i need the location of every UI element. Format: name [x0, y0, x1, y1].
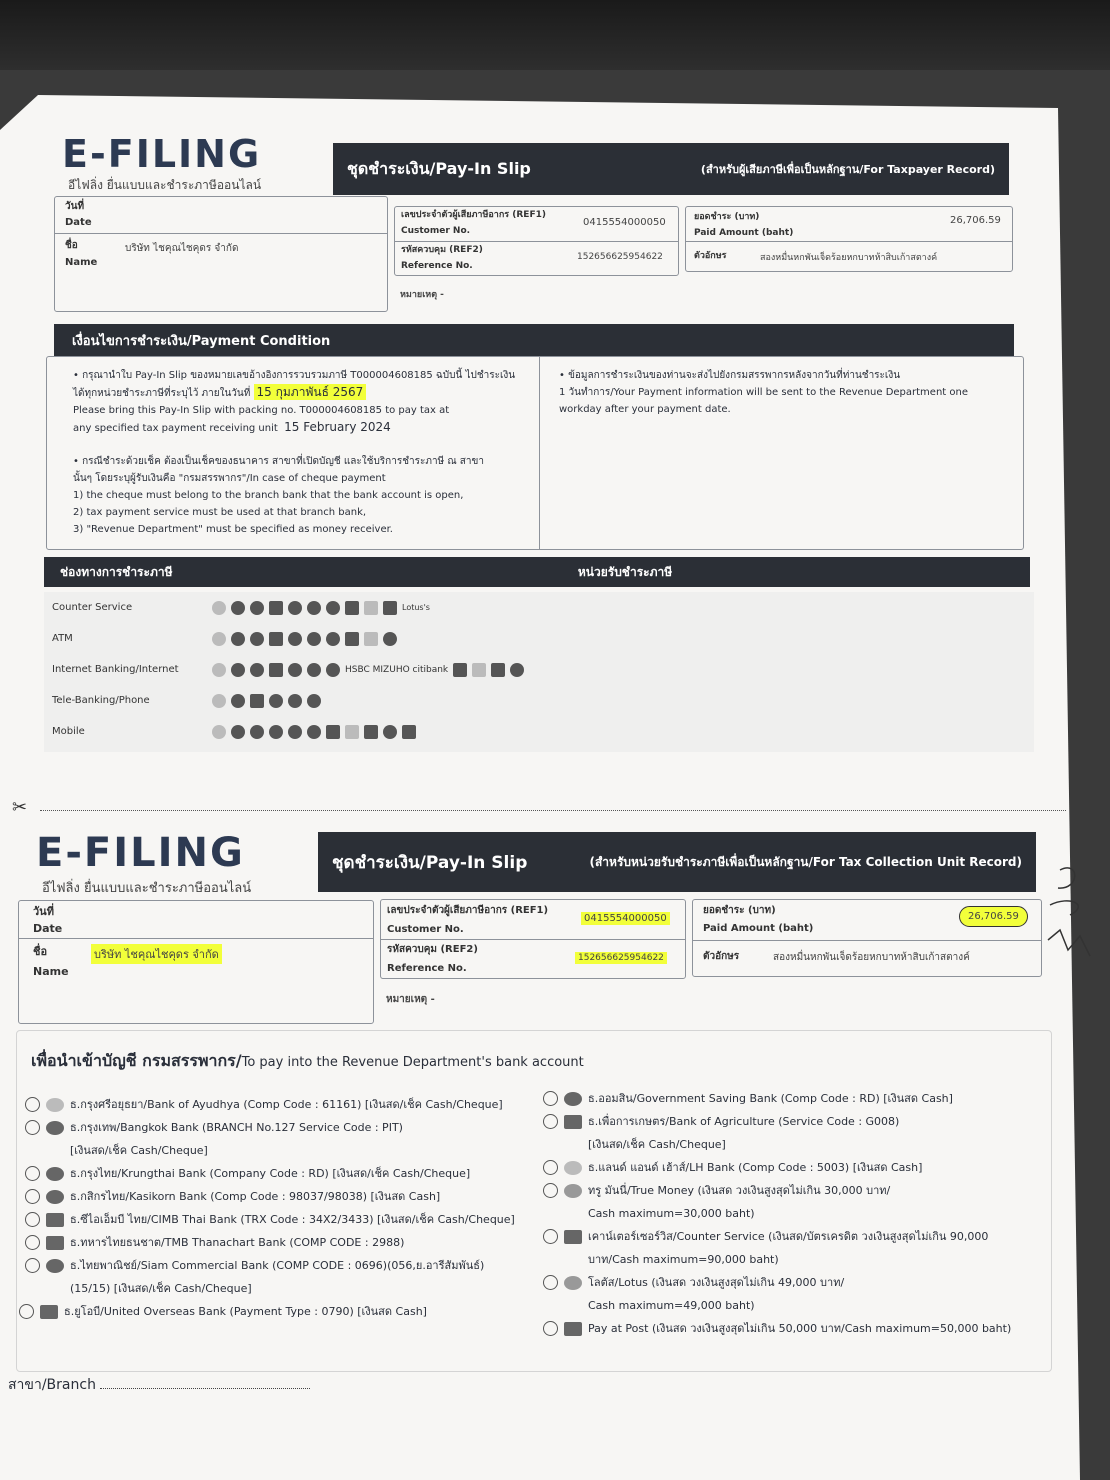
bank-option-label: Pay at Post (เงินสด วงเงินสูงสุดไม่เกิน 50,000 บาท/Cash maximum=50,000 baht) — [588, 1322, 1012, 1335]
channels-table — [44, 592, 1034, 752]
bank-option-cont — [25, 1277, 545, 1300]
bank-option[interactable] — [25, 1185, 545, 1208]
payin-note: (สำหรับผู้เสียภาษีเพื่อเป็นหลักฐาน/For Taxpayer Record) — [700, 163, 995, 176]
bank-option-label: ธ.ออมสิน/Government Saving Bank (Comp Code : RD) [เงินสด Cash] — [588, 1092, 953, 1105]
bank-logo-icon — [383, 601, 397, 615]
bank-option[interactable] — [543, 1317, 1043, 1340]
bank-logo-icon — [453, 663, 467, 677]
remark-bottom: หมายเหตุ - — [386, 994, 435, 1005]
channels-header-left: ช่องทางการชำระภาษี — [60, 564, 173, 579]
bank-option[interactable] — [25, 1231, 545, 1254]
radio-button[interactable] — [25, 1097, 40, 1112]
radio-button[interactable] — [25, 1120, 40, 1135]
channel-name: Tele-Banking/Phone — [52, 695, 150, 706]
channels-header-right: หน่วยรับชำระภาษี — [577, 564, 673, 579]
channel-name: Counter Service — [52, 602, 133, 613]
bank-section-title-en: To pay into the Revenue Department's bank account — [241, 1055, 584, 1070]
bank-logo-icon — [250, 632, 264, 646]
bank-logo-icon — [326, 725, 340, 739]
bank-logo-icon — [250, 663, 264, 677]
radio-button[interactable] — [543, 1321, 558, 1336]
due-date-en: 15 February 2024 — [284, 420, 391, 434]
radio-button[interactable] — [543, 1275, 558, 1290]
payin-header — [333, 143, 1009, 195]
bank-option-label: ทรู มันนี่/True Money (เงินสด วงเงินสูงสุดไม่เกิน 30,000 บาท/ — [588, 1184, 891, 1197]
bank-logos — [212, 601, 430, 615]
bank-option-label: Cash maximum=30,000 baht) — [588, 1207, 755, 1220]
bank-logo-icon — [364, 725, 378, 739]
bank-logo-icon — [491, 663, 505, 677]
bank-option[interactable] — [543, 1271, 1043, 1294]
bank-logo-icon — [307, 663, 321, 677]
bank-option-cont — [543, 1133, 1043, 1156]
bank-section-title — [31, 1049, 584, 1074]
bank-option-label: ธ.ไทยพาณิชย์/Siam Commercial Bank (COMP CODE : 0696)(056,ย.อารีสัมพันธ์) — [70, 1259, 485, 1272]
bank-option-cont — [543, 1248, 1043, 1271]
bank-logo-icon — [212, 725, 226, 739]
bank-logo-icon — [46, 1190, 64, 1204]
condition-left-line5: • กรณีชำระด้วยเช็ค ต้องเป็นเช็คของธนาคาร สาขาที่เปิดบัญชี และใช้บริการชำระภาษี ณ สาขา — [73, 456, 484, 467]
bank-logo-icon — [307, 694, 321, 708]
bank-logo-icon — [383, 632, 397, 646]
bank-list-left — [25, 1093, 545, 1323]
bank-option-label: ธ.ทหารไทยธนชาต/TMB Thanachart Bank (COMP CODE : 2988) — [70, 1236, 405, 1249]
efiling-logo-subtitle-bottom: อีไฟลิ่ง ยื่นแบบและชำระภาษีออนไลน์ — [42, 881, 252, 896]
bank-logo-icon — [307, 632, 321, 646]
bank-logo-icon — [326, 601, 340, 615]
channel-row — [44, 623, 1034, 654]
channel-name: Internet Banking/Internet — [52, 664, 179, 675]
bank-logo-icon — [364, 601, 378, 615]
due-date-th: 15 กุมภาพันธ์ 2567 — [254, 384, 367, 400]
branch-input-line[interactable] — [100, 1388, 310, 1389]
ref2-value-bottom: 152656625954622 — [575, 952, 667, 964]
channel-row — [44, 716, 1034, 747]
bank-logo-icon — [345, 725, 359, 739]
bank-logo-icon — [288, 725, 302, 739]
bank-logo-icon — [564, 1161, 582, 1175]
radio-button[interactable] — [543, 1114, 558, 1129]
ref1-label-en-bottom: Customer No. — [387, 924, 464, 935]
bank-option-label: ธ.ยูโอบี/United Overseas Bank (Payment Type : 0790) [เงินสด Cash] — [64, 1305, 427, 1318]
bank-logo-icon — [231, 632, 245, 646]
bank-logo-icon — [564, 1184, 582, 1198]
bank-logo-icon — [46, 1236, 64, 1250]
radio-button[interactable] — [25, 1212, 40, 1227]
amount-value-bottom: 26,706.59 — [959, 906, 1028, 927]
bank-section — [16, 1030, 1052, 1372]
amount-label-th: ยอดชำระ (บาท) — [694, 212, 760, 222]
name-label-en: Name — [65, 257, 98, 268]
date-name-box — [54, 196, 388, 312]
ref2-label-th: รหัสควบคุม (REF2) — [401, 245, 483, 255]
date-name-box-bottom — [18, 900, 374, 1024]
payin-title: ชุดชำระเงิน/Pay-In Slip — [347, 158, 531, 178]
radio-button[interactable] — [25, 1235, 40, 1250]
channels-header — [44, 557, 1030, 587]
name-label-th: ชื่อ — [65, 240, 78, 251]
branch-label: สาขา/Branch — [8, 1377, 96, 1393]
bank-option-label: บาท/Cash maximum=90,000 baht) — [588, 1253, 779, 1266]
ref2-value: 152656625954622 — [577, 252, 663, 262]
radio-button[interactable] — [25, 1189, 40, 1204]
name-value-bottom: บริษัท ไชคุณไชคุดร จำกัด — [91, 944, 222, 964]
date-label-en-bottom: Date — [33, 922, 63, 935]
bank-logo-icon — [326, 663, 340, 677]
condition-right-line2: 1 วันทำการ/Your Payment information will be sent to the Revenue Department one — [559, 387, 968, 398]
bank-logo-icon — [564, 1230, 582, 1244]
bank-option-label: เคาน์เตอร์เซอร์วิส/Counter Service (เงินสด/บัตรเครดิต วงเงินสูงสุดไม่เกิน 90,000 — [588, 1230, 989, 1243]
channel-extra: HSBC MIZUHO citibank — [345, 664, 449, 675]
amount-value: 26,706.59 — [950, 215, 1001, 226]
radio-button[interactable] — [25, 1166, 40, 1181]
ref1-label-th: เลขประจำตัวผู้เสียภาษีอากร (REF1) — [401, 210, 546, 220]
bank-option-cont — [543, 1202, 1043, 1225]
bank-option[interactable] — [25, 1093, 545, 1116]
bank-logo-icon — [364, 632, 378, 646]
condition-left-line9: 3) "Revenue Department" must be specified as money receiver. — [73, 524, 393, 535]
bank-logo-icon — [383, 725, 397, 739]
payin-header-bottom — [318, 832, 1036, 892]
amount-text-label: ตัวอักษร — [694, 251, 727, 261]
condition-left-line7: 1) the cheque must belong to the branch bank that the bank account is open, — [73, 490, 464, 501]
condition-right-line1: • ข้อมูลการชำระเงินของท่านจะส่งไปยังกรมสรรพากรหลังจากวันที่ท่านชำระเงิน — [559, 370, 901, 381]
bank-logos — [212, 632, 397, 646]
bank-logo-icon — [269, 663, 283, 677]
radio-button[interactable] — [19, 1304, 34, 1319]
amount-text-value: สองหมื่นหกพันเจ็ดร้อยหกบาทห้าสิบเก้าสตางค์ — [760, 253, 938, 263]
bank-logo-icon — [46, 1121, 64, 1135]
name-label-th-bottom: ชื่อ — [33, 945, 48, 958]
bank-section-title-th: เพื่อนำเข้าบัญชี กรมสรรพากร/ — [31, 1051, 242, 1070]
radio-button[interactable] — [543, 1183, 558, 1198]
condition-left-line2: ได้ทุกหน่วยชำระภาษีที่ระบุไว้ ภายในวันที่ — [73, 388, 251, 399]
bank-logo-icon — [269, 601, 283, 615]
condition-right-line3: workday after your payment date. — [559, 404, 731, 415]
bank-option-label: ธ.กสิกรไทย/Kasikorn Bank (Comp Code : 98037/98038) [เงินสด Cash] — [70, 1190, 441, 1203]
bank-logo-icon — [345, 632, 359, 646]
amount-text-label-bottom: ตัวอักษร — [703, 951, 740, 962]
bank-logo-icon — [40, 1305, 58, 1319]
radio-button[interactable] — [543, 1091, 558, 1106]
bank-logo-icon — [288, 632, 302, 646]
bank-logos — [212, 663, 524, 677]
branch-field — [8, 1374, 310, 1396]
bank-option-label: ธ.กรุงเทพ/Bangkok Bank (BRANCH No.127 Service Code : PIT) — [70, 1121, 403, 1134]
date-label-th: วันที่ — [65, 201, 85, 212]
bank-option[interactable] — [25, 1254, 545, 1277]
date-label-th-bottom: วันที่ — [33, 905, 54, 918]
bank-logo-icon — [564, 1115, 582, 1129]
ref-box-bottom — [380, 899, 686, 979]
cut-line — [40, 810, 1066, 811]
remark: หมายเหตุ - — [400, 290, 444, 300]
bank-logo-icon — [250, 601, 264, 615]
bank-option-label: [เงินสด/เช็ค Cash/Cheque] — [70, 1144, 208, 1157]
bank-logo-icon — [231, 601, 245, 615]
condition-box — [46, 356, 1024, 550]
efiling-logo-bottom: E-FILING — [36, 830, 245, 876]
bank-logo-icon — [288, 663, 302, 677]
bank-logo-icon — [212, 694, 226, 708]
amount-label-th-bottom: ยอดชำระ (บาท) — [703, 905, 776, 916]
bank-logo-icon — [46, 1098, 64, 1112]
bank-option-label: Cash maximum=49,000 baht) — [588, 1299, 755, 1312]
bank-logo-icon — [564, 1322, 582, 1336]
bank-logos — [212, 725, 416, 739]
bank-logo-icon — [231, 694, 245, 708]
payin-title-bottom: ชุดชำระเงิน/Pay-In Slip — [332, 852, 528, 873]
radio-button[interactable] — [543, 1229, 558, 1244]
bank-logo-icon — [288, 601, 302, 615]
bank-logo-icon — [269, 694, 283, 708]
bank-option-label: ธ.กรุงไทย/Krungthai Bank (Company Code : RD) [เงินสด/เช็ค Cash/Cheque] — [70, 1167, 471, 1180]
bank-logo-icon — [288, 694, 302, 708]
bank-option-cont — [25, 1139, 545, 1162]
bank-logo-icon — [510, 663, 524, 677]
scissors-icon: ✂ — [12, 797, 28, 818]
ref1-value-bottom: 0415554000050 — [581, 912, 670, 925]
bank-logo-icon — [212, 632, 226, 646]
bank-option-cont — [543, 1294, 1043, 1317]
ref1-label-en: Customer No. — [401, 226, 471, 236]
bank-option-label: (15/15) [เงินสด/เช็ค Cash/Cheque] — [70, 1282, 252, 1295]
amount-text-value-bottom: สองหมื่นหกพันเจ็ดร้อยหกบาทห้าสิบเก้าสตางค์ — [773, 952, 970, 963]
name-label-en-bottom: Name — [33, 965, 69, 978]
efiling-logo-subtitle: อีไฟลิ่ง ยื่นแบบและชำระภาษีออนไลน์ — [68, 178, 262, 192]
bank-logo-icon — [345, 601, 359, 615]
bank-option-label: ธ.กรุงศรีอยุธยา/Bank of Ayudhya (Comp Code : 61161) [เงินสด/เช็ค Cash/Cheque] — [70, 1098, 503, 1111]
bank-logo-icon — [472, 663, 486, 677]
bank-option[interactable] — [19, 1300, 545, 1323]
bank-logo-icon — [564, 1276, 582, 1290]
date-label-en: Date — [65, 217, 92, 228]
radio-button[interactable] — [25, 1258, 40, 1273]
bank-option[interactable] — [543, 1087, 1043, 1110]
ref2-label-en: Reference No. — [401, 261, 473, 271]
bank-option[interactable] — [543, 1179, 1043, 1202]
bank-logo-icon — [250, 694, 264, 708]
bank-logo-icon — [326, 632, 340, 646]
ref1-label-th-bottom: เลขประจำตัวผู้เสียภาษีอากร (REF1) — [387, 905, 549, 916]
channel-row — [44, 592, 1034, 623]
bank-option-label: ธ.เพื่อการเกษตร/Bank of Agriculture (Service Code : G008) — [588, 1115, 900, 1128]
amount-box-bottom — [692, 899, 1042, 977]
bank-logos — [212, 694, 321, 708]
channel-name: Mobile — [52, 726, 85, 737]
ref2-label-th-bottom: รหัสควบคุม (REF2) — [387, 944, 478, 955]
bank-logo-icon — [231, 725, 245, 739]
bank-option-label: โลตัส/Lotus (เงินสด วงเงินสูงสุดไม่เกิน 49,000 บาท/ — [588, 1276, 845, 1289]
bank-logo-icon — [307, 601, 321, 615]
bank-logo-icon — [231, 663, 245, 677]
radio-button[interactable] — [543, 1160, 558, 1175]
channel-extra: Lotus's — [402, 603, 430, 612]
efiling-logo: E-FILING — [62, 132, 262, 176]
name-value: บริษัท ไชคุณไชคุดร จำกัด — [125, 243, 239, 254]
amount-box — [685, 206, 1013, 272]
bank-logo-icon — [402, 725, 416, 739]
condition-left-line4: any specified tax payment receiving unit — [73, 423, 278, 434]
bank-option[interactable] — [25, 1162, 545, 1185]
bank-option-label: [เงินสด/เช็ค Cash/Cheque] — [588, 1138, 726, 1151]
payin-note-bottom: (สำหรับหน่วยรับชำระภาษีเพื่อเป็นหลักฐาน/For Tax Collection Unit Record) — [589, 854, 1022, 869]
bank-option-label: ธ.แลนด์ แอนด์ เฮ้าส์/LH Bank (Comp Code : 5003) [เงินสด Cash] — [588, 1161, 923, 1174]
condition-left-line1: • กรุณานำใบ Pay-In Slip ของหมายเลขอ้างอิงการรวบรวมภาษี T000004608185 ฉบับนี้ ไปชำระเงิน — [73, 370, 516, 381]
bank-option[interactable] — [25, 1208, 545, 1231]
bank-logo-icon — [307, 725, 321, 739]
ref-box — [394, 206, 679, 276]
bank-option[interactable] — [543, 1225, 1043, 1248]
amount-label-en-bottom: Paid Amount (baht) — [703, 923, 814, 934]
bank-logo-icon — [250, 725, 264, 739]
channel-row — [44, 654, 1034, 685]
bank-logo-icon — [269, 725, 283, 739]
condition-left-line8: 2) tax payment service must be used at that branch bank, — [73, 507, 367, 518]
channel-row — [44, 685, 1034, 716]
bank-logo-icon — [564, 1092, 582, 1106]
bank-logo-icon — [212, 601, 226, 615]
condition-header: เงื่อนไขการชำระเงิน/Payment Condition — [54, 324, 1014, 356]
bank-logo-icon — [46, 1213, 64, 1227]
bank-logo-icon — [46, 1259, 64, 1273]
bank-option[interactable] — [543, 1156, 1043, 1179]
condition-left-line6: นั้นๆ โดยระบุผู้รับเงินคือ "กรมสรรพากร"/In case of cheque payment — [73, 473, 386, 484]
amount-label-en: Paid Amount (baht) — [694, 228, 794, 238]
bank-option[interactable] — [25, 1116, 545, 1139]
ref2-label-en-bottom: Reference No. — [387, 963, 467, 974]
background-top — [0, 0, 1110, 70]
bank-list-right — [543, 1087, 1043, 1340]
handwritten-mark — [1040, 860, 1106, 970]
condition-left-line3: Please bring this Pay-In Slip with packing no. T000004608185 to pay tax at — [73, 405, 450, 416]
bank-option-label: ธ.ซีไอเอ็มบี ไทย/CIMB Thai Bank (TRX Code : 34X2/3433) [เงินสด/เช็ค Cash/Cheque] — [70, 1213, 515, 1226]
bank-logo-icon — [212, 663, 226, 677]
ref1-value: 0415554000050 — [583, 217, 666, 228]
channel-name: ATM — [52, 633, 73, 644]
bank-option[interactable] — [543, 1110, 1043, 1133]
bank-logo-icon — [269, 632, 283, 646]
bank-logo-icon — [46, 1167, 64, 1181]
